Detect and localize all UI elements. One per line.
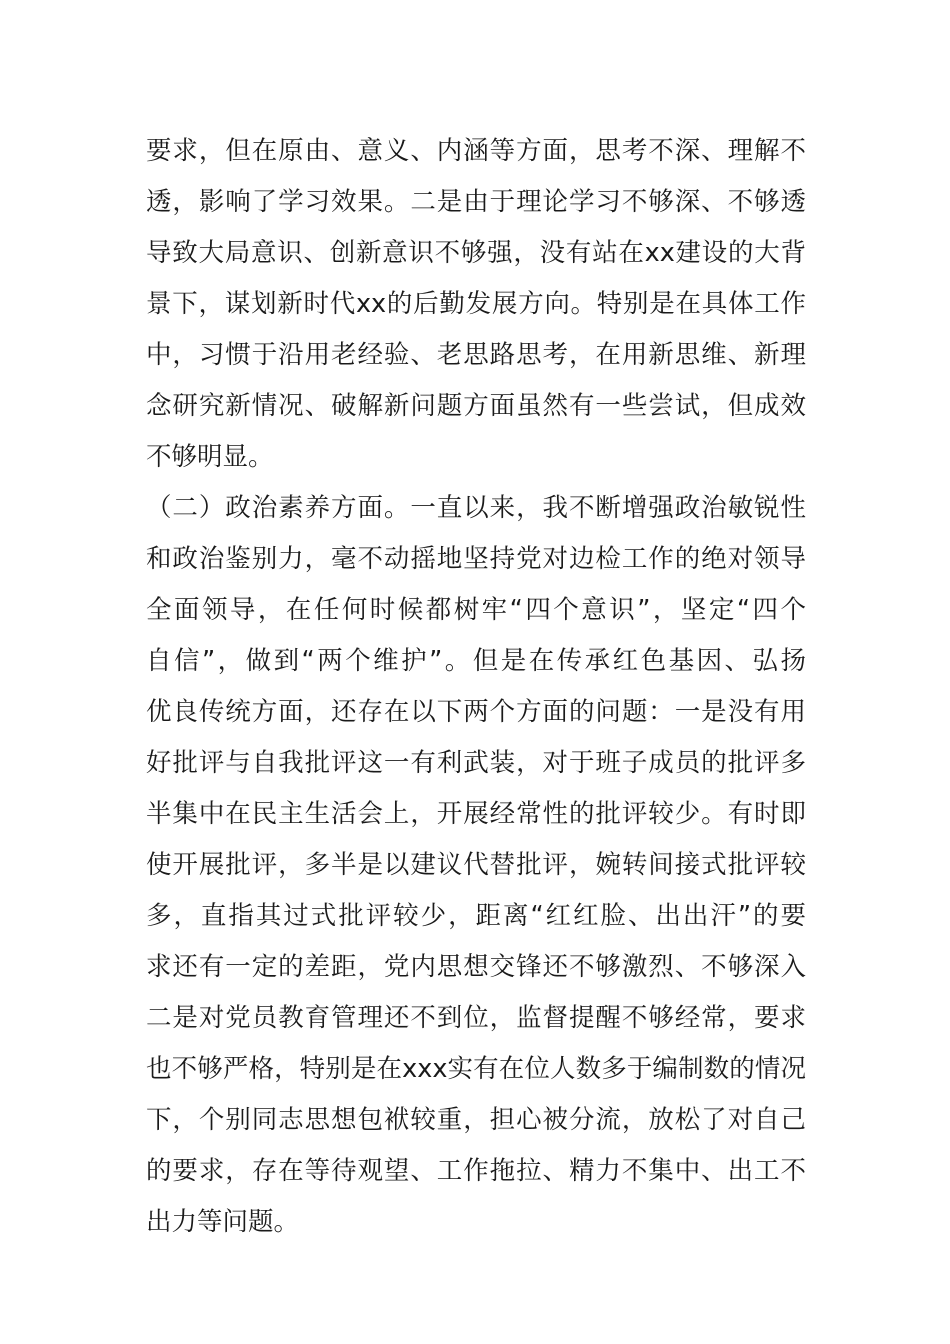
text-line: （二）政治素养方面。一直以来，我不断增强政治敏锐性 [146, 493, 806, 523]
text-line: 下，个别同志思想包袱较重，担心被分流，放松了对自己 [146, 1105, 806, 1135]
text-line: 优良传统方面，还存在以下两个方面的问题：一是没有用 [146, 697, 806, 727]
text-line: 导致大局意识、创新意识不够强，没有站在xx建设的大背 [146, 238, 806, 268]
text-line: 二是对党员教育管理还不到位，监督提醒不够经常，要求 [146, 1003, 806, 1033]
text-line: 多，直指其过式批评较少，距离“红红脸、出出汗”的要 [146, 901, 806, 931]
text-line: 自信”，做到“两个维护”。但是在传承红色基因、弘扬 [146, 646, 806, 676]
text-line: 的要求，存在等待观望、工作拖拉、精力不集中、出工不 [146, 1156, 806, 1186]
text-line: 景下，谋划新时代xx的后勤发展方向。特别是在具体工作 [146, 289, 806, 319]
text-line: 也不够严格，特别是在xxx实有在位人数多于编制数的情况 [146, 1054, 806, 1084]
text-line: 念研究新情况、破解新问题方面虽然有一些尝试，但成效 [146, 391, 806, 421]
text-line: 全面领导，在任何时候都树牢“四个意识”，坚定“四个 [146, 595, 806, 625]
text-line: 使开展批评，多半是以建议代替批评，婉转间接式批评较 [146, 850, 806, 880]
text-line: 不够明显。 [146, 442, 274, 472]
text-line: 要求，但在原由、意义、内涵等方面，思考不深、理解不 [146, 136, 806, 166]
text-line: 透，影响了学习效果。二是由于理论学习不够深、不够透 [146, 187, 806, 217]
text-line: 出力等问题。 [146, 1207, 300, 1237]
text-line: 求还有一定的差距，党内思想交锋还不够激烈、不够深入 [146, 952, 806, 982]
text-line: 半集中在民主生活会上，开展经常性的批评较少。有时即 [146, 799, 806, 829]
text-line: 和政治鉴别力，毫不动摇地坚持党对边检工作的绝对领导 [146, 544, 806, 574]
text-line: 中，习惯于沿用老经验、老思路思考，在用新思维、新理 [146, 340, 806, 370]
text-line: 好批评与自我批评这一有利武装，对于班子成员的批评多 [146, 748, 806, 778]
